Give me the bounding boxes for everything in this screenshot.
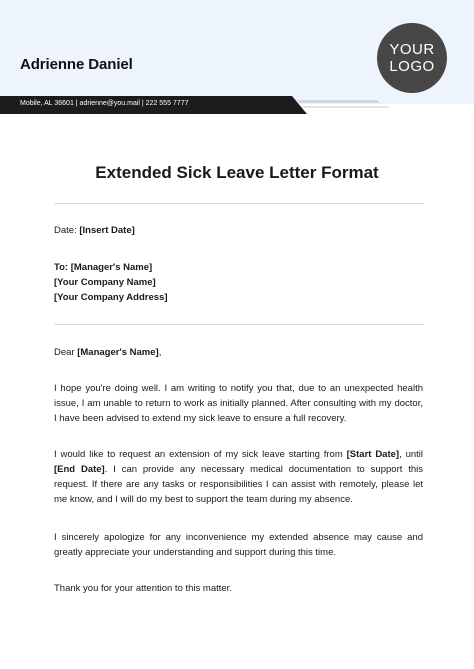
- divider-middle: [54, 324, 424, 325]
- p2-text-b: , until: [399, 449, 424, 460]
- company-logo: [377, 23, 447, 93]
- p2-end-date: [End Date]: [54, 464, 105, 475]
- date-value: [Insert Date]: [79, 225, 135, 236]
- p2-start-date: [Start Date]: [346, 449, 400, 460]
- document-title: Extended Sick Leave Letter Format: [95, 163, 379, 182]
- sender-contact-info: Mobile, AL 36601 | adrienne@you.mail | 222 555 7777: [20, 100, 189, 107]
- salutation-prefix: Dear: [54, 347, 75, 358]
- date-label: Date:: [54, 225, 77, 236]
- salutation-suffix: ,: [158, 347, 162, 358]
- divider-top: [54, 203, 424, 204]
- body-paragraph-1: I hope you're doing well. I am writing to notify you that, due to an unexpected health issue, I am unable to return to work as initially planned. After consulting with my doctor, I have been advised to extend my sick leave to ensure a full recovery.: [54, 383, 423, 424]
- salutation-name: [Manager's Name]: [77, 347, 159, 358]
- logo-line-2: LOGO: [389, 58, 435, 75]
- contact-bar-accent-stripe-2: [302, 106, 390, 108]
- recipient-block: [54, 260, 424, 305]
- p2-text-c: . I can provide any necessary medical documentation to support this request. If there are any tasks or responsibilities I can assist with remotely, please let me know, and I will do my best to support the team during my absence.: [54, 464, 424, 505]
- sender-name: Adrienne Daniel: [20, 56, 133, 73]
- body-paragraph-2: [54, 447, 423, 507]
- p2-text-a: I would like to request an extension of my sick leave starting from: [54, 449, 343, 460]
- salutation: [54, 345, 424, 360]
- logo-line-1: YOUR: [389, 41, 435, 58]
- date-line: [54, 223, 424, 238]
- body-paragraph-4: Thank you for your attention to this matter.: [54, 583, 232, 594]
- recipient-address: [Your Company Address]: [54, 292, 168, 303]
- body-paragraph-3: I sincerely apologize for any inconvenience my extended absence may cause and greatly appreciate your understanding and support during this time.: [54, 532, 423, 558]
- recipient-manager: To: [Manager's Name]: [54, 262, 153, 273]
- recipient-company: [Your Company Name]: [54, 277, 156, 288]
- contact-bar-accent-stripe: [297, 100, 380, 103]
